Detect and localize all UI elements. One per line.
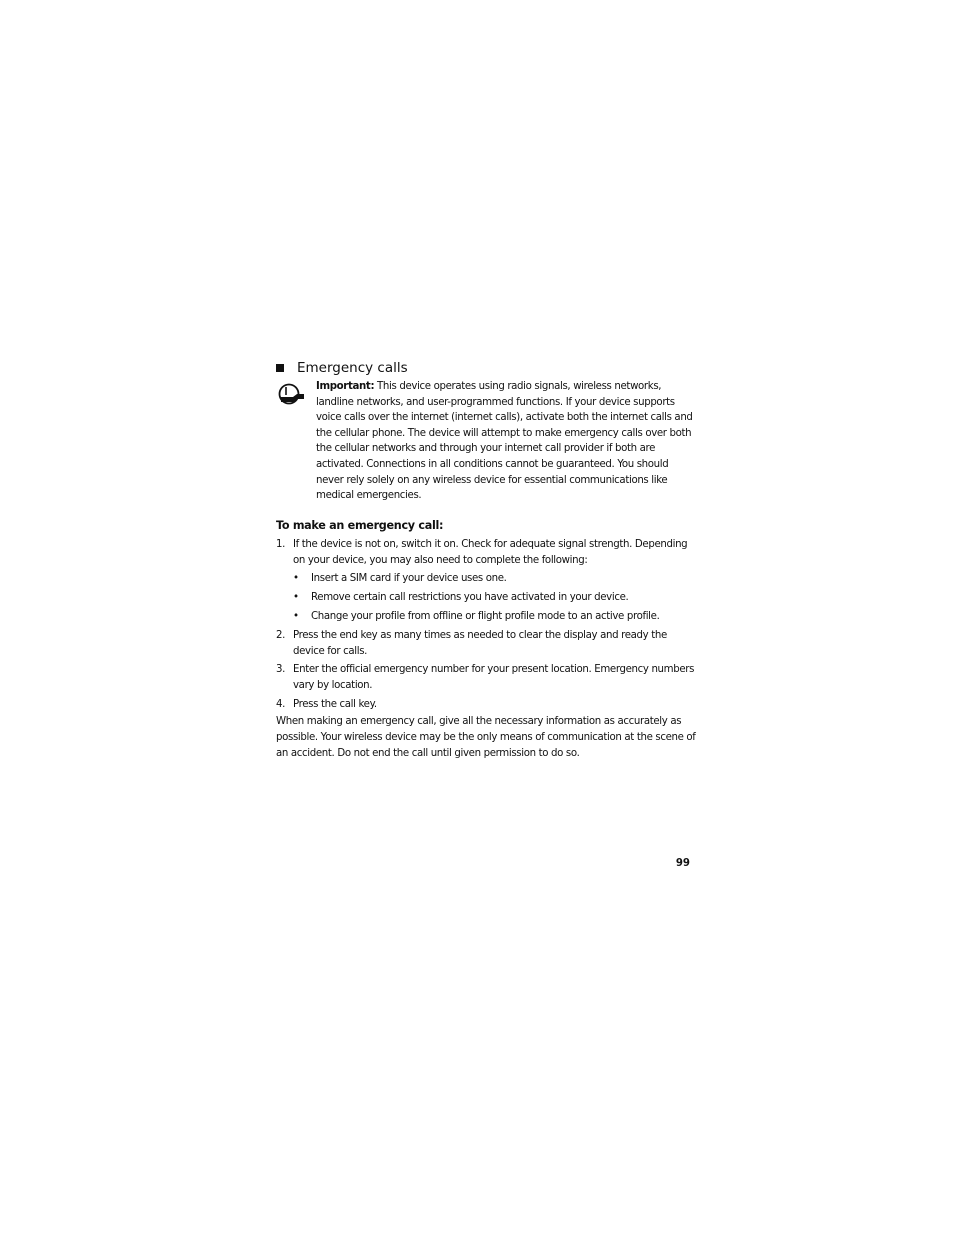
step-text: Press the call key.	[293, 698, 377, 710]
step-number: 4.	[276, 698, 286, 710]
sub-bullet-text: Remove certain call restrictions you have activated in your device.	[311, 592, 629, 604]
step-number: 2.	[276, 630, 286, 642]
note-body: This device operates using radio signals, wireless networks, landline networks, and user-programmed functions. If your device supports voice calls over the internet (internet calls), activate both the internet calls and the cellular phone. The device will attempt to make emergency calls over both the cellular networks and through your internet call provider if both are activated. Connections in all conditions cannot be guaranteed. You should never rely solely on any wireless device for essential communications like medical emergencies.	[316, 381, 693, 502]
sub-bullet-item	[293, 609, 696, 625]
step-item	[276, 662, 696, 693]
sub-bullet-list	[293, 571, 696, 625]
step-number: 1.	[276, 539, 286, 550]
step-number: 3.	[276, 664, 286, 676]
procedure-title: To make an emergency call:	[276, 519, 444, 532]
step-text: Press the end key as many times as needed to clear the display and ready the device for calls.	[293, 630, 667, 657]
bullet-dot-icon: •	[293, 573, 299, 585]
step-text: If the device is not on, switch it on. Check for adequate signal strength. Depending on your device, you may also need to complete the following:	[293, 539, 688, 566]
note-label: Important:	[316, 381, 375, 392]
sub-bullet-text: Insert a SIM card if your device uses one.	[311, 573, 507, 585]
sub-bullet-text: Change your profile from offline or flight profile mode to an active profile.	[311, 611, 660, 623]
important-note	[316, 379, 696, 504]
important-note-icon	[277, 383, 305, 405]
step-text: Enter the official emergency number for your present location. Emergency numbers vary by location.	[293, 664, 695, 691]
step-item	[276, 697, 696, 713]
section-heading	[276, 358, 408, 378]
step-item	[276, 537, 696, 625]
square-bullet-icon	[276, 364, 284, 372]
page-number: 99	[675, 858, 690, 869]
procedure-steps	[276, 537, 696, 715]
section-title: Emergency calls	[297, 360, 408, 376]
step-item	[276, 628, 696, 659]
sub-bullet-item	[293, 571, 696, 587]
closing-paragraph: When making an emergency call, give all the necessary information as accurately as possible. Your wireless device may be the only means of communication at the scene of an accident. Do not end the call until given permission to do so.	[276, 716, 696, 759]
bullet-dot-icon: •	[293, 592, 299, 604]
sub-bullet-item	[293, 590, 696, 606]
bullet-dot-icon: •	[293, 611, 299, 623]
